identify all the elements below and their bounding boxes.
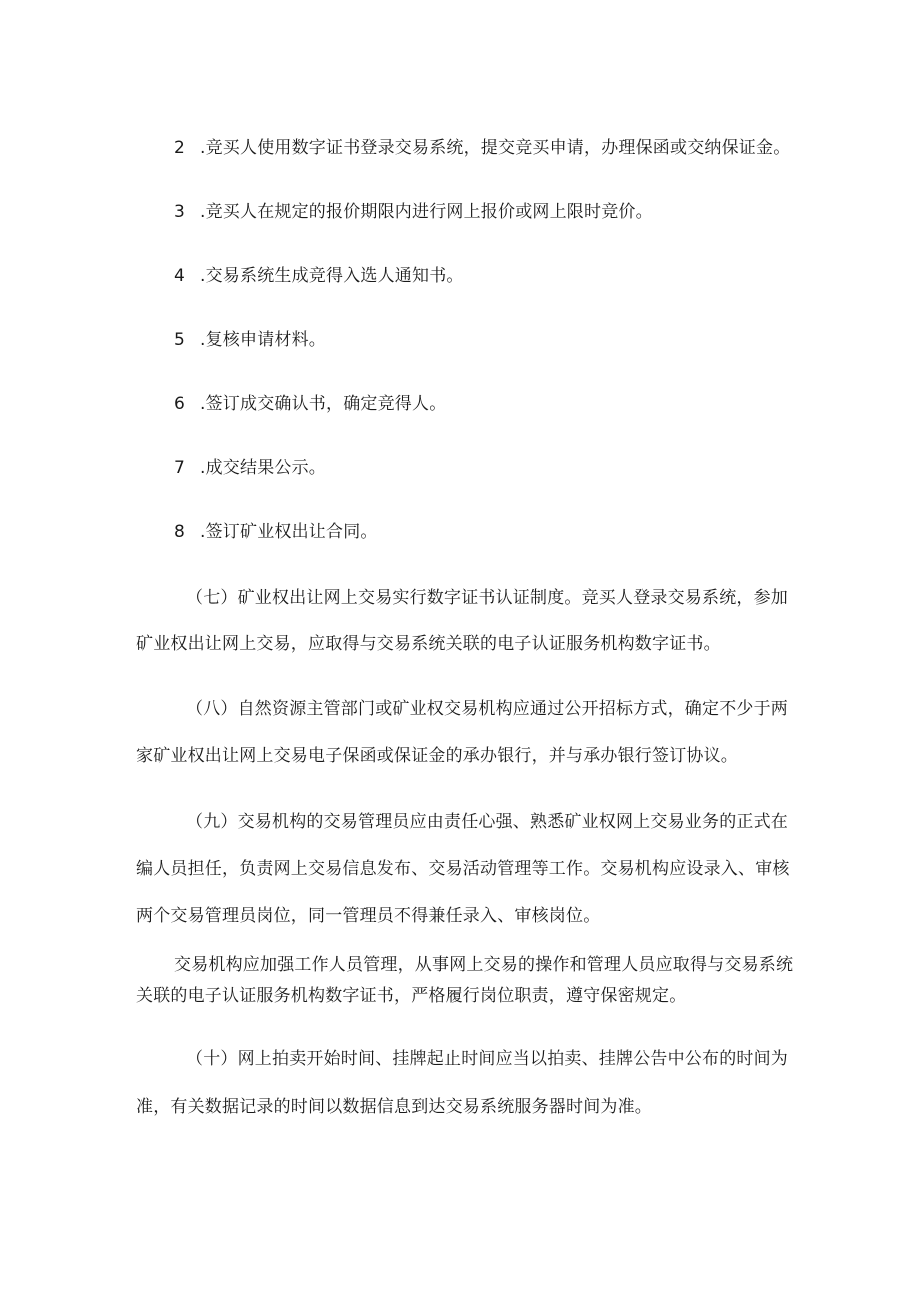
paragraph-9-line-1: （九）交易机构的交易管理员应由责任心强、熟悉矿业权网上交易业务的正式在 [186, 812, 788, 832]
list-item [174, 201, 653, 223]
list-item-text: .签订成交确认书，确定竞得人。 [200, 394, 447, 414]
paragraph-8-line-2: 家矿业权出让网上交易电子保函或保证金的承办银行，并与承办银行签订协议。 [136, 746, 738, 766]
list-item-text: .交易系统生成竞得入选人通知书。 [200, 266, 464, 286]
list-item [174, 521, 378, 543]
list-item [174, 457, 326, 479]
list-item-number: 7 [174, 458, 186, 478]
list-item [174, 265, 464, 287]
list-item-text: .竞买人在规定的报价期限内进行网上报价或网上限时竞价。 [200, 202, 653, 222]
list-item-text: .成交结果公示。 [200, 458, 327, 478]
list-item-number: 2 [174, 138, 186, 158]
paragraph-10-line-1: （十）网上拍卖开始时间、挂牌起止时间应当以拍卖、挂牌公告中公布的时间为 [186, 1049, 788, 1069]
paragraph-9b-line-1: 交易机构应加强工作人员管理，从事网上交易的操作和管理人员应取得与交易系统 [174, 955, 794, 975]
list-item-number: 6 [174, 394, 186, 414]
paragraph-10-line-2: 准，有关数据记录的时间以数据信息到达交易系统服务器时间为准。 [136, 1097, 652, 1117]
paragraph-9-line-3: 两个交易管理员岗位，同一管理员不得兼任录入、审核岗位。 [136, 906, 601, 926]
paragraph-9b-line-2: 关联的电子认证服务机构数字证书，严格履行岗位职责，遵守保密规定。 [136, 986, 687, 1006]
list-item-text: .复核申请材料。 [200, 330, 327, 350]
paragraph-9-line-2: 编人员担任，负责网上交易信息发布、交易活动管理等工作。交易机构应设录入、审核 [136, 859, 790, 879]
list-item-number: 4 [174, 266, 186, 286]
list-item-number: 3 [174, 202, 186, 222]
list-item [174, 137, 790, 159]
list-item-text: .签订矿业权出让合同。 [200, 522, 378, 542]
list-item-number: 5 [174, 330, 186, 350]
paragraph-7-line-1: （七）矿业权出让网上交易实行数字证书认证制度。竞买人登录交易系统，参加 [186, 588, 788, 608]
list-item-text: .竞买人使用数字证书登录交易系统，提交竞买申请，办理保函或交纳保证金。 [200, 138, 791, 158]
list-item [174, 393, 446, 415]
list-item [174, 329, 326, 351]
list-item-number: 8 [174, 522, 186, 542]
paragraph-7-line-2: 矿业权出让网上交易，应取得与交易系统关联的电子认证服务机构数字证书。 [136, 634, 721, 654]
paragraph-8-line-1: （八）自然资源主管部门或矿业权交易机构应通过公开招标方式，确定不少于两 [186, 699, 788, 719]
